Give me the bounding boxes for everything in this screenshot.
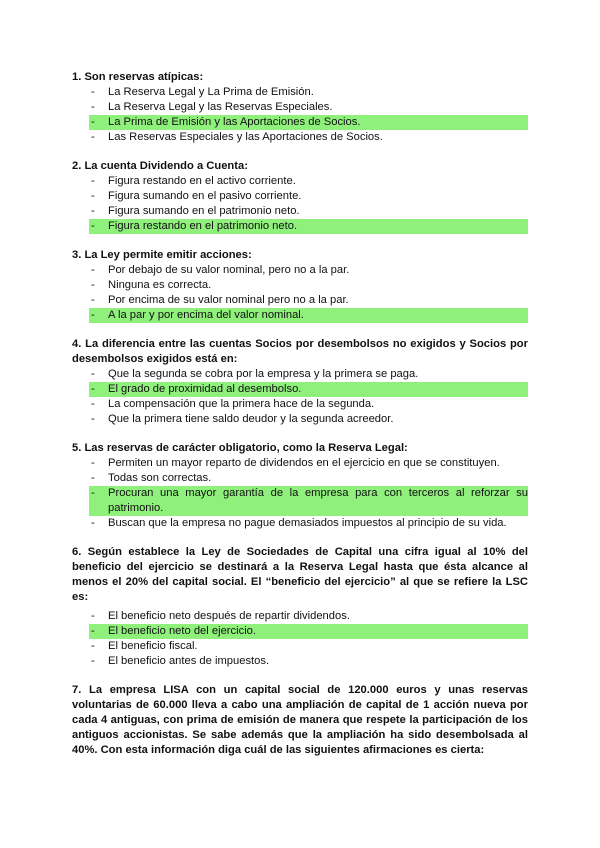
option-text: La Prima de Emisión y las Aportaciones de Socios. [108,116,361,128]
question-3 [72,248,528,323]
options-list [72,609,528,669]
question-6 [72,545,528,669]
dash-bullet: - [91,625,95,637]
option [72,471,528,486]
option-text: El beneficio neto después de repartir dividendos. [108,610,350,622]
options-list [72,367,528,427]
option-text: La compensación que la primera hace de la segunda. [108,398,375,410]
question-title: 6. Según establece la Ley de Sociedades de Capital una cifra igual al 10% del beneficio del ejercicio se destinará a la Reserva Legal hasta que ésta alcance al menos el 20% del capital social. El “beneficio del ejercicio” al que se refiere la LSC es: [72,546,528,603]
option-text: Buscan que la empresa no pague demasiados impuestos al principio de su vida. [108,517,507,529]
options-list [72,85,528,145]
option [72,263,528,278]
question-title: 4. La diferencia entre las cuentas Socios por desembolsos no exigidos y Socios por desembolsos exigidos está en: [72,338,528,365]
option-text: La Reserva Legal y La Prima de Emisión. [108,86,314,98]
option-text: Las Reservas Especiales y las Aportaciones de Socios. [108,131,383,143]
option [72,412,528,427]
dash-bullet: - [91,655,95,667]
options-list [72,263,528,323]
option [72,278,528,293]
options-list [72,174,528,234]
option-text: El grado de proximidad al desembolso. [108,383,302,395]
question-title: 1. Son reservas atípicas: [72,71,204,83]
question-5 [72,441,528,531]
document-page [72,70,528,772]
option [72,397,528,412]
dash-bullet: - [91,487,95,499]
dash-bullet: - [91,131,95,143]
option-text: Figura sumando en el patrimonio neto. [108,205,300,217]
option [72,654,528,669]
question-4 [72,337,528,427]
dash-bullet: - [91,610,95,622]
dash-bullet: - [91,220,95,232]
option-text: El beneficio fiscal. [108,640,198,652]
dash-bullet: - [91,279,95,291]
question-title: 5. Las reservas de carácter obligatorio, como la Reserva Legal: [72,442,408,454]
dash-bullet: - [91,457,95,469]
dash-bullet: - [91,116,95,128]
correct-option [89,308,528,323]
option-text: Que la segunda se cobra por la empresa y la primera se paga. [108,368,419,380]
option [72,189,528,204]
option [72,516,528,531]
correct-option [89,115,528,130]
option-text: Ninguna es correcta. [108,279,212,291]
option [72,609,528,624]
option-text: El beneficio antes de impuestos. [108,655,270,667]
option [72,100,528,115]
question-2 [72,159,528,234]
option-text: Todas son correctas. [108,472,212,484]
correct-option [89,486,528,516]
correct-option [89,382,528,397]
option-text: Por debajo de su valor nominal, pero no a la par. [108,264,350,276]
option [72,639,528,654]
option-text: Figura restando en el patrimonio neto. [108,220,298,232]
dash-bullet: - [91,309,95,321]
option-text: El beneficio neto del ejercicio. [108,625,257,637]
dash-bullet: - [91,264,95,276]
option [72,367,528,382]
dash-bullet: - [91,294,95,306]
dash-bullet: - [91,101,95,113]
option-text: A la par y por encima del valor nominal. [108,309,304,321]
question-1 [72,70,528,145]
option-text: Permiten un mayor reparto de dividendos en el ejercicio en que se constituyen. [108,457,500,469]
options-list [72,456,528,531]
option [72,130,528,145]
dash-bullet: - [91,383,95,395]
option [72,174,528,189]
option-text: Por encima de su valor nominal pero no a la par. [108,294,349,306]
dash-bullet: - [91,175,95,187]
option-text: Figura sumando en el pasivo corriente. [108,190,302,202]
option [72,293,528,308]
question-title: 2. La cuenta Dividendo a Cuenta: [72,160,248,172]
dash-bullet: - [91,472,95,484]
correct-option [89,219,528,234]
option-text: Figura restando en el activo corriente. [108,175,296,187]
option-text: La Reserva Legal y las Reservas Especiales. [108,101,333,113]
question-7 [72,683,528,758]
correct-option [89,624,528,639]
dash-bullet: - [91,190,95,202]
dash-bullet: - [91,517,95,529]
question-title: 3. La Ley permite emitir acciones: [72,249,252,261]
dash-bullet: - [91,86,95,98]
option-text: Que la primera tiene saldo deudor y la segunda acreedor. [108,413,394,425]
option [72,85,528,100]
question-title: 7. La empresa LISA con un capital social de 120.000 euros y unas reservas voluntarias de 60.000 lleva a cabo una ampliación de capital de 1 acción nueva por cada 4 antiguas, con prima de emisión de manera que respete la participación de los antiguos accionistas. Se sabe además que la ampliación ha sido desembolsada al 40%. Con esta información diga cuál de las siguientes afirmaciones es cierta: [72,684,528,756]
option-text: Procuran una mayor garantía de la empresa para con terceros al reforzar su patrimonio. [108,487,528,514]
dash-bullet: - [91,640,95,652]
dash-bullet: - [91,398,95,410]
option [72,204,528,219]
dash-bullet: - [91,413,95,425]
dash-bullet: - [91,368,95,380]
dash-bullet: - [91,205,95,217]
option [72,456,528,471]
